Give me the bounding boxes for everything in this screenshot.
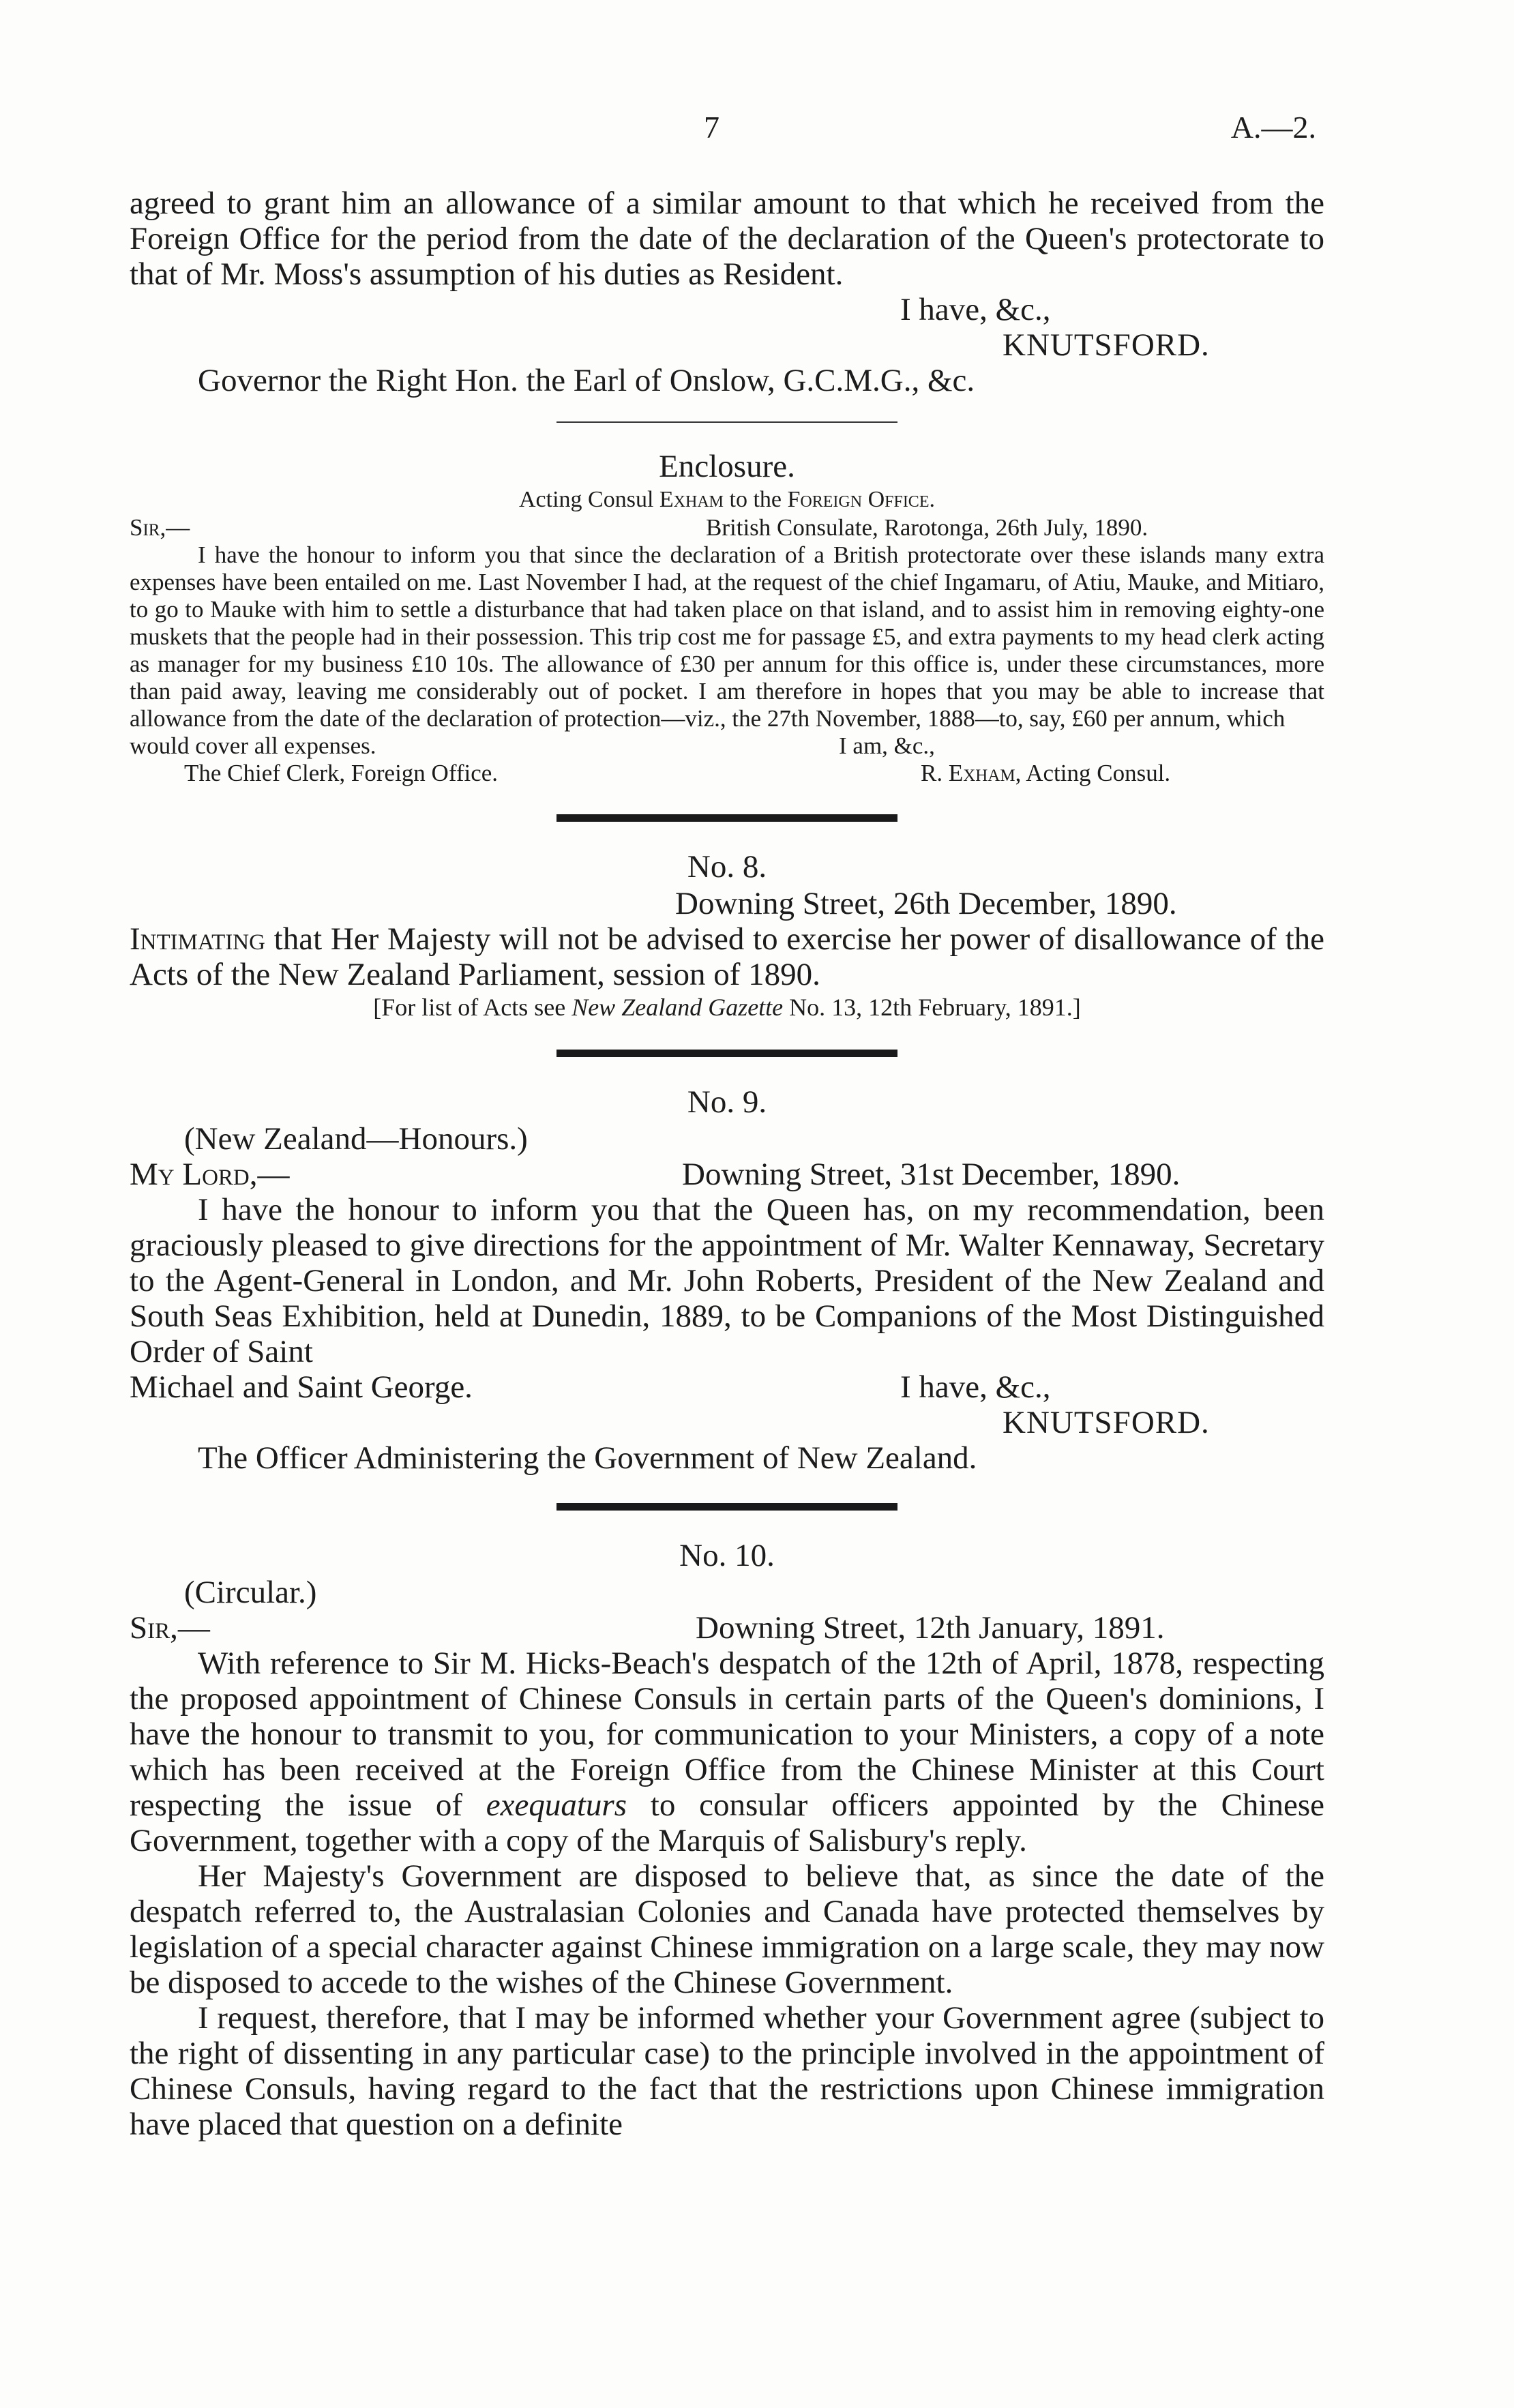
- no9-addressee: The Officer Administering the Government of New Zealand.: [198, 1440, 977, 1476]
- no10-salutation-row: [130, 1610, 1324, 1646]
- enclosure-closing: I am, &c.,: [839, 732, 935, 759]
- enclosure-from-name: Exham: [659, 487, 724, 512]
- enclosure-signer-title: Acting Consul.: [1026, 760, 1171, 786]
- page-content: [130, 185, 1324, 2142]
- enclosure-sign-row: [130, 760, 1324, 787]
- no8-lead: Intimating: [130, 921, 265, 957]
- no8-note: [130, 992, 1324, 1022]
- no9-closing: I have, &c.,: [900, 1369, 1051, 1405]
- section-rule: [556, 1050, 897, 1057]
- intro-closing: I have, &c.,: [900, 292, 1051, 327]
- enclosure-last-row: [130, 732, 1324, 760]
- page-number: 7: [704, 110, 719, 145]
- enclosure-place-date: British Consulate, Rarotonga, 26th July, 1890.: [706, 514, 1148, 541]
- section-rule: [556, 1503, 897, 1511]
- enclosure-from-office: Foreign Office.: [787, 487, 935, 512]
- no8-heading: No. 8.: [687, 849, 767, 885]
- no9-signature-row: [130, 1405, 1324, 1440]
- no8-note-italic: New Zealand Gazette: [572, 994, 784, 1021]
- enclosure-from-prefix: Acting Consul: [519, 487, 654, 512]
- no8-place-date: Downing Street, 26th December, 1890.: [675, 886, 1177, 921]
- enclosure-title: Enclosure.: [659, 449, 795, 484]
- no9-place-date: Downing Street, 31st December, 1890.: [682, 1157, 1181, 1192]
- enclosure-from-line: [130, 486, 1324, 514]
- no9-body-last: Michael and Saint George.: [130, 1369, 473, 1405]
- no9-subject: (New Zealand—Honours.): [184, 1121, 528, 1157]
- page-reference: A.—2.: [1230, 110, 1316, 145]
- no10-salutation: Sir,—: [130, 1610, 210, 1646]
- no9-salutation: My Lord,—: [130, 1157, 290, 1192]
- no10-paragraph-3: I request, therefore, that I may be informed whether your Government agree (subject to the right of dissenting in any particular case) to the principle involved in the appointment of Chinese Consuls, having regard to the fact that the restrictions upon Chinese immigration have placed that question on a definite: [130, 2000, 1324, 2142]
- no8-note-post: No. 13, 12th February, 1891.]: [789, 994, 1081, 1021]
- no8-place-date-row: [130, 886, 1324, 921]
- enclosure-signer-name: Exham,: [948, 760, 1022, 786]
- no9-last-row: [130, 1369, 1324, 1405]
- no9-signature: KNUTSFORD.: [1003, 1405, 1210, 1440]
- no9-body: I have the honour to inform you that the Queen has, on my recommendation, been graciously pleased to give directions for the appointment of Mr. Walter Kennaway, Secretary to the Agent-General in London, and Mr. John Roberts, President of the New Zealand and South Seas Exhibition, held at Dunedin, 1889, to be Companions of the Most Distinguished Order of Saint: [130, 1192, 1324, 1369]
- no10-p1-post: to consular officers appointed by the Chinese Government, together with a copy of the Marquis of Salisbury's reply.: [130, 1787, 1324, 1858]
- intro-addressee-row: [130, 363, 1324, 398]
- no8-body-text: that Her Majesty will not be advised to exercise her power of disallowance of the Acts of the New Zealand Parliament, session of 1890.: [130, 921, 1324, 992]
- enclosure-body: I have the honour to inform you that since the declaration of a British protectorate over these islands many extra expenses have been entailed on me. Last November I had, at the request of the chief Ingamaru, of Atiu, Mauke, and Mitiaro, to go to Mauke with him to settle a disturbance that had taken place on that island, and to assist him in removing eighty-one muskets that the people had in their possession. This trip cost me for passage £5, and extra payments to my head clerk acting as manager for my business £10 10s. The allowance of £30 per annum for this office is, under these circumstances, more than paid away, leaving me considerably out of pocket. I am therefore in hopes that you may be able to increase that allowance from the date of the declaration of protection—viz., the 27th November, 1888—to, say, £60 per annum, which: [130, 541, 1324, 732]
- no10-p1-pre: With reference to Sir M. Hicks-Beach's despatch of the 12th of April, 1878, respecting the proposed appointment of Chinese Consuls in certain parts of the Queen's dominions, I have the honour to transmit to you, for communication to your Ministers, a copy of a note which has been received at the Foreign Office from the Chinese Minister at this Court respecting the issue of: [130, 1646, 1324, 1823]
- section-rule: [556, 814, 897, 822]
- no10-p1-italic: exequaturs: [486, 1787, 627, 1823]
- intro-signature-row: [130, 327, 1324, 363]
- intro-closing-row: [130, 292, 1324, 327]
- no10-subject-row: [130, 1575, 1324, 1610]
- enclosure-salutation: Sir,—: [130, 514, 190, 541]
- no10-place-date: Downing Street, 12th January, 1891.: [696, 1610, 1165, 1646]
- no10-paragraph-1: [130, 1646, 1324, 1858]
- no9-salutation-row: [130, 1157, 1324, 1192]
- enclosure-signer-initial: R.: [921, 760, 943, 786]
- no9-subject-row: [130, 1121, 1324, 1157]
- no10-paragraph-2: Her Majesty's Government are disposed to believe that, as since the date of the despatch referred to, the Australasian Colonies and Canada have protected themselves by legislation of a special character against Chinese immigration on a large scale, they may now be disposed to accede to the wishes of the Chinese Government.: [130, 1858, 1324, 2000]
- enclosure-body-last: would cover all expenses.: [130, 732, 376, 759]
- enclosure-addressee: The Chief Clerk, Foreign Office.: [184, 760, 499, 786]
- no9-heading: No. 9.: [687, 1084, 767, 1120]
- no8-note-pre: [For list of Acts see: [373, 994, 566, 1021]
- no9-addressee-row: [130, 1440, 1324, 1476]
- no10-heading: No. 10.: [679, 1538, 775, 1573]
- enclosure-signer: [921, 760, 1170, 787]
- page-header: [0, 109, 1514, 150]
- divider-rule: [556, 421, 897, 423]
- intro-addressee: Governor the Right Hon. the Earl of Onslow, G.C.M.G., &c.: [198, 363, 975, 398]
- intro-signature: KNUTSFORD.: [1003, 327, 1210, 363]
- enclosure-salutation-row: [130, 514, 1324, 541]
- intro-paragraph: agreed to grant him an allowance of a similar amount to that which he received from the Foreign Office for the period from the date of the declaration of the Queen's protectorate to that of Mr. Moss's assumption of his duties as Resident.: [130, 185, 1324, 292]
- no10-subject: (Circular.): [184, 1575, 317, 1610]
- no8-body: [130, 921, 1324, 992]
- enclosure-from-to: to the: [729, 487, 782, 512]
